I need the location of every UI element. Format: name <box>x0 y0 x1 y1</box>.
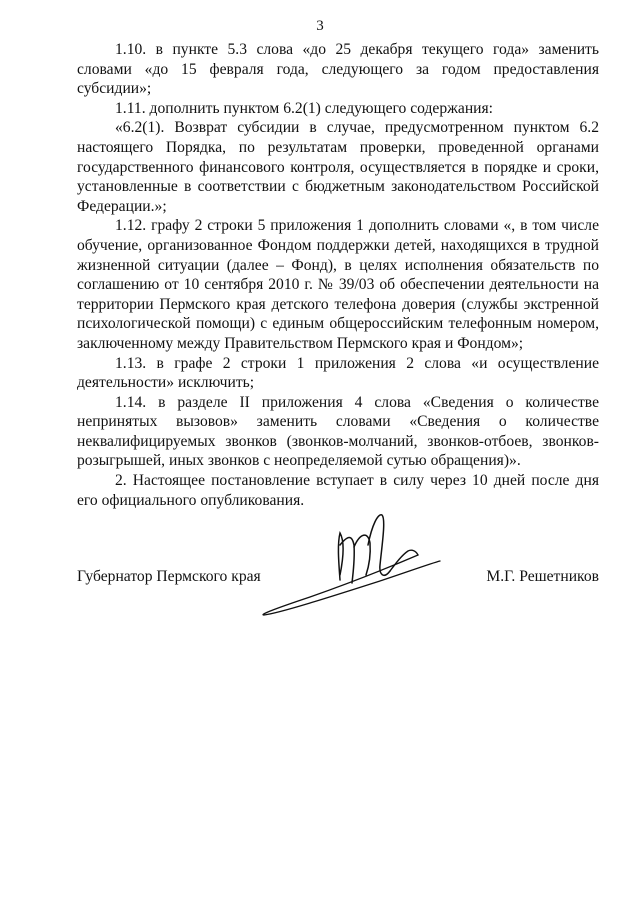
handwritten-signature <box>240 505 450 625</box>
paragraph-6-2-1: «6.2(1). Возврат субсидии в случае, предусмотренном пунктом 6.2 настоящего Порядка, по результатам проверки, проведенной органами государственного финансового контроля, осуществляется в порядке и сроки, установленные в соответствии с бюджетным законодательством Российской Федерации.»; <box>77 119 599 215</box>
signer-title: Губернатор Пермского края <box>77 568 261 585</box>
paragraph-2: 2. Настоящее постановление вступает в силу через 10 дней после дня его официального опубликования. <box>77 472 599 509</box>
signer-name: М.Г. Решетников <box>486 568 599 585</box>
paragraph-1-12: 1.12. графу 2 строки 5 приложения 1 дополнить словами «, в том числе обучение, организованное Фондом поддержки детей, находящихся в трудной жизненной ситуации (далее – Фонд), в целях исполнения обязательств по соглашению от 10 сентября 2010 г. № 39/03 об обеспечении деятельности на территории Пермского края детского телефона доверия (службы экстренной психологической помощи) с единым общероссийским телефонным номером, заключенному между Правительством Пермского края и Фондом»; <box>77 217 599 352</box>
paragraph-1-13: 1.13. в графе 2 строки 1 приложения 2 слова «и осуществление деятельности» исключить; <box>77 354 599 392</box>
page-number: 3 <box>316 18 324 34</box>
paragraph-1-10: 1.10. в пункте 5.3 слова «до 25 декабря текущего года» заменить словами «до 15 февраля года, следующего за годом предоставления субсидии»; <box>77 41 599 98</box>
document-body <box>77 40 599 510</box>
paragraph-1-14: 1.14. в разделе II приложения 4 слова «Сведения о количестве непринятых вызовов» заменить словами «Сведения о количестве неквалифицируемых звонков (звонков-молчаний, звонков-отбоев, звонков-розыгрышей, иных звонков с неопределяемой сутью обращения)». <box>77 393 599 470</box>
paragraph-1-11: 1.11. дополнить пунктом 6.2(1) следующего содержания: <box>115 99 494 117</box>
